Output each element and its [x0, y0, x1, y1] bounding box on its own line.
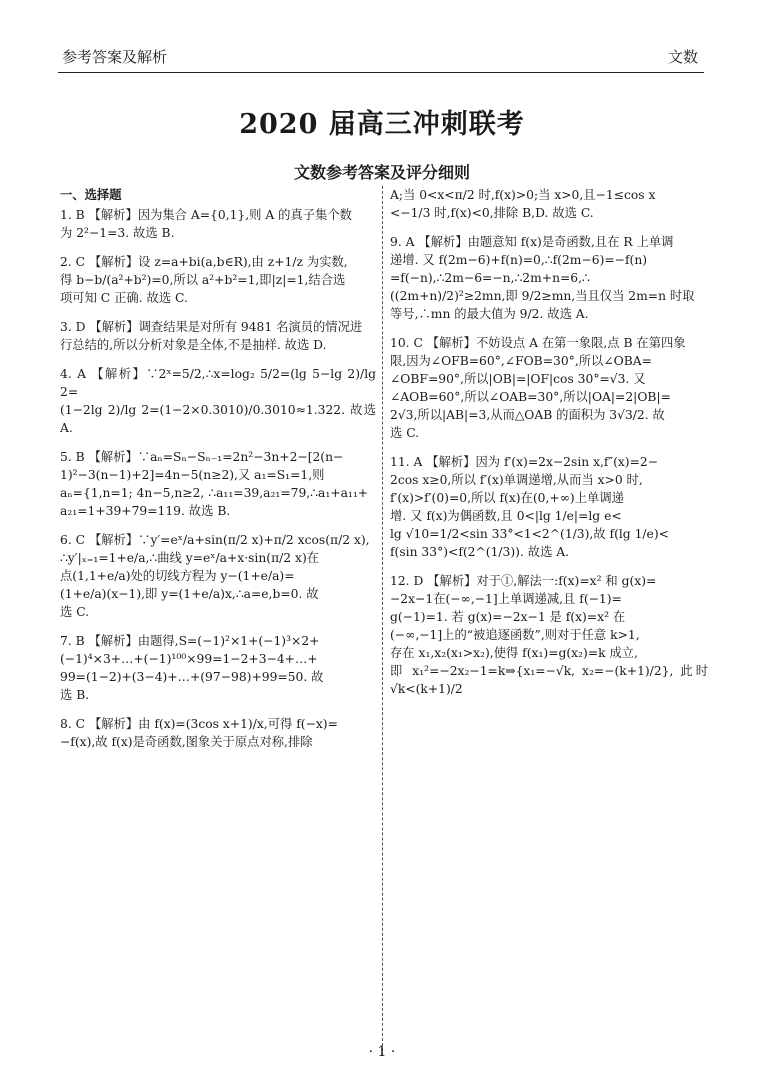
answer-line: (1−2lg 2)/lg 2=(1−2×0.3010)/0.3010≈1.322. 故选 A. [60, 403, 376, 435]
answer-line: f′(x)>f′(0)=0,所以 f(x)在(0,+∞)上单调递 [390, 491, 624, 505]
answer-line: 选 C. [390, 426, 420, 440]
answer-line: 4. A 【解析】∵2ˣ=5/2,∴x=log₂ 5/2=(lg 5−lg 2)/lg 2= [60, 367, 376, 399]
answer-line: ∠AOB=60°,所以∠OAB=30°,所以|OA|=2|OB|= [390, 390, 671, 404]
answer-line: (1+e/a)(x−1),即 y=(1+e/a)x,∴a=e,b=0. 故 [60, 587, 319, 601]
answer-line: =f(−n),∴2m−6=−n,∴2m+n=6,∴ [390, 271, 590, 285]
right-answer-list [390, 186, 708, 698]
answer-line: 99=(1−2)+(3−4)+…+(97−98)+99=50. 故 [60, 670, 324, 684]
answer-line: 10. C 【解析】不妨设点 A 在第一象限,点 B 在第四象 [390, 336, 686, 350]
answer-line: 选 B. [60, 688, 90, 702]
right-column [390, 186, 708, 709]
header-right-label: 文数 [667, 48, 698, 66]
answer-line: <−1/3 时,f(x)<0,排除 B,D. 故选 C. [390, 206, 594, 220]
answer-item [390, 572, 708, 698]
answer-line: 为 2²−1=3. 故选 B. [60, 226, 175, 240]
header-rule [58, 72, 704, 73]
answer-line: 即 x₁²=−2x₂−1=k⇒{x₁=−√k, x₂=−(k+1)/2}, 此时√k<(k+1)/2 [390, 664, 708, 696]
answer-line: g(−1)=1. 若 g(x)=−2x−1 是 f(x)=x² 在 [390, 610, 626, 624]
answer-line: 7. B 【解析】由题得,S=(−1)²×1+(−1)³×2+ [60, 634, 320, 648]
answer-item [60, 253, 376, 307]
page-subtitle: 文数参考答案及评分细则 [293, 163, 470, 182]
answer-line: 5. B 【解析】∵aₙ=Sₙ−Sₙ₋₁=2n²−3n+2−[2(n− [60, 450, 344, 464]
answer-line: 11. A 【解析】因为 f′(x)=2x−2sin x,f″(x)=2− [390, 455, 659, 469]
answer-line: 点(1,1+e/a)处的切线方程为 y−(1+e/a)= [60, 569, 295, 583]
column-divider [382, 186, 383, 1056]
answer-line: 2. C 【解析】设 z=a+bi(a,b∈R),由 z+1/z 为实数, [60, 255, 348, 269]
answer-line: 6. C 【解析】∵y′=eˣ/a+sin(π/2 x)+π/2 xcos(π/2 x), [60, 533, 370, 547]
answer-line: 1. B 【解析】因为集合 A={0,1},则 A 的真子集个数 [60, 208, 352, 222]
answer-line: 限,因为∠OFB=60°,∠FOB=30°,所以∠OBA= [390, 354, 652, 368]
answer-line: 项可知 C 正确. 故选 C. [60, 291, 188, 305]
answer-item [60, 365, 376, 437]
answer-line: ∴y′|ₓ₌₁=1+e/a,∴曲线 y=eˣ/a+x·sin(π/2 x)在 [60, 551, 320, 565]
left-answer-list [60, 206, 376, 751]
answer-line: ∠OBF=90°,所以|OB|=|OF|cos 30°=√3. 又 [390, 372, 646, 386]
header-left-label: 参考答案及解析 [62, 48, 168, 66]
answer-line: a₂₁=1+39+79=119. 故选 B. [60, 504, 231, 518]
answer-line: 1)²−3(n−1)+2]=4n−5(n≥2),又 a₁=S₁=1,则 [60, 468, 325, 482]
answer-line: −f(x),故 f(x)是奇函数,图象关于原点对称,排除 [60, 735, 313, 749]
answer-line: 2cos x≥0,所以 f′(x)单调递增,从而当 x>0 时, [390, 473, 643, 487]
answer-item [60, 448, 376, 520]
answer-line: 行总结的,所以分析对象是全体,不是抽样. 故选 D. [60, 338, 327, 352]
page-number: · 1 · [368, 1044, 396, 1060]
answer-line: f(sin 33°)<f(2^(1/3)). 故选 A. [390, 545, 570, 559]
answer-line: (−∞,−1]上的“被追逐函数”,则对于任意 k>1, [390, 628, 640, 642]
answer-line: 8. C 【解析】由 f(x)=(3cos x+1)/x,可得 f(−x)= [60, 717, 338, 731]
answer-line: ((2m+n)/2)²≥2mn,即 9/2≥mn,当且仅当 2m=n 时取 [390, 289, 695, 303]
answer-line: 存在 x₁,x₂(x₁>x₂),使得 f(x₁)=g(x₂)=k 成立, [390, 646, 638, 660]
answer-item [390, 334, 708, 442]
answer-line: 选 C. [60, 605, 90, 619]
answer-line: 12. D 【解析】对于①,解法一:f(x)=x² 和 g(x)= [390, 574, 657, 588]
page-title: 2020 届高三冲刺联考 [239, 109, 525, 140]
answer-item [60, 632, 376, 704]
answer-item [60, 318, 376, 354]
answer-item [390, 453, 708, 561]
answer-line: 得 b−b/(a²+b²)=0,所以 a²+b²=1,即|z|=1,结合选 [60, 273, 346, 287]
answer-item [60, 715, 376, 751]
left-column [60, 186, 376, 762]
answer-line: 递增. 又 f(2m−6)+f(n)=0,∴f(2m−6)=−f(n) [390, 253, 648, 267]
answer-item [390, 186, 708, 222]
answer-line: 2√3,所以|AB|=3,从而△OAB 的面积为 3√3/2. 故 [390, 408, 665, 422]
answer-item [390, 233, 708, 323]
answer-line: (−1)⁴×3+…+(−1)¹⁰⁰×99=1−2+3−4+…+ [60, 652, 318, 666]
answer-line: aₙ={1,n=1; 4n−5,n≥2, ∴a₁₁=39,a₂₁=79,∴a₁+a₁₁+ [60, 486, 369, 500]
answer-line: 9. A 【解析】由题意知 f(x)是奇函数,且在 R 上单调 [390, 235, 674, 249]
answer-line: 等号,∴mn 的最大值为 9/2. 故选 A. [390, 307, 589, 321]
answer-item [60, 531, 376, 621]
answer-line: A;当 0<x<π/2 时,f(x)>0;当 x>0,且−1≤cos x [390, 188, 656, 202]
section-heading: 一、选择题 [60, 187, 122, 202]
answer-item [60, 206, 376, 242]
answer-line: 增. 又 f(x)为偶函数,且 0<|lg 1/e|=lg e< [390, 509, 622, 523]
answer-line: 3. D 【解析】调查结果是对所有 9481 名演员的情况进 [60, 320, 363, 334]
answer-line: −2x−1在(−∞,−1]上单调递减,且 f(−1)= [390, 592, 622, 606]
answer-line: lg √10=1/2<sin 33°<1<2^(1/3),故 f(lg 1/e)< [390, 527, 669, 541]
